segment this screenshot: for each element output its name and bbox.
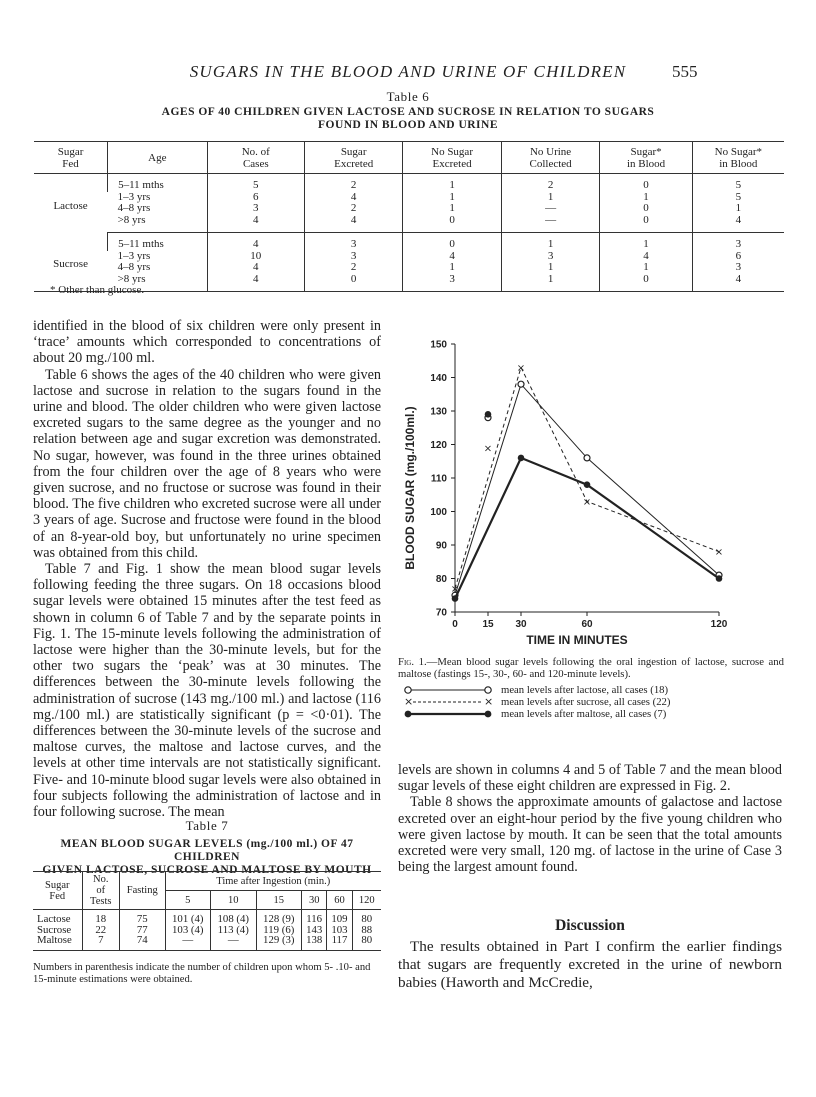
legend-entry-maltose [398,708,784,720]
legend-label-lactose: mean levels after lactose, all cases (18) [501,684,669,696]
t6-h-cases-l1: No. of [241,146,270,158]
t6-cell: 3 [207,203,304,215]
t7-cell: — [165,935,211,950]
t7-h-time-group: Time after Ingestion (min.) [165,872,381,891]
t7-cell: 128 (9) [256,910,302,925]
table-row [34,262,784,274]
paragraph: The results obtained in Part I confirm the earlier findings that sugars are frequently excreted in the urine of newborn babies (Haworth and McCredie, [398,938,782,991]
figure1-chart [396,318,756,648]
t7-h-time: 15 [256,891,302,910]
table6-title-line1: AGES OF 40 CHILDREN GIVEN LACTOSE AND SUCROSE IN RELATION TO SUGARS [161,106,655,118]
t6-cell: 4 [692,215,784,233]
t7-cell: Lactose [37,913,71,925]
t6-h-nourine-l2: Collected [529,158,572,170]
t6-h-sugar-l2: Fed [62,158,79,170]
t6-cell: 3 [403,274,501,292]
t6-h-excreted [304,142,402,174]
t6-cell: 3 [304,251,402,263]
table6-title [0,106,816,132]
figure1-caption-lead: Fig. 1. [398,656,427,668]
t6-cell: 3 [304,233,402,251]
svg-text:×: × [404,696,414,708]
t7-cell: 74 [119,935,165,950]
table-row [34,215,784,233]
t7-cell: 116 [302,910,327,925]
data-point [584,455,590,461]
t6-h-noexcreted-l2: Excreted [432,158,472,170]
t7-cell: 101 (4) [165,910,211,925]
t6-cell: 2 [304,262,402,274]
figure1-caption-text: —Mean blood sugar levels following the oral ingestion of lactose, sucrose and maltose (fastings 15-, 30-, 60- and 120-minute levels). [398,656,784,680]
x-tick-label: 0 [452,619,458,630]
t6-h-sugar-l1: Sugar [57,146,84,158]
discussion-heading: Discussion [555,917,625,934]
t7-cell: 143 [302,925,327,936]
left-column-text [33,318,381,820]
legend-symbol-sucrose [398,696,498,708]
t6-cell: 1 [403,203,501,215]
data-point: × [714,547,724,559]
legend-symbol-lactose [398,684,498,696]
t6-cell: 0 [600,274,692,292]
t6-cell: 4 [207,233,304,251]
t6-h-inblood-l2: in Blood [626,158,666,170]
data-point-15min: × [483,443,493,455]
paragraph: Table 8 shows the approximate amounts of galactose and lactose excreted over an eight-hour period by the five young children who were given lactose by mouth. It can be seen that the total amounts excreted were very small, 120 mg. of lactose in the urine of Case 3 being the largest amount found. [398,794,782,876]
t6-group-sugar: Lactose [53,199,88,212]
discussion-text [398,938,782,992]
t6-cell: 5–11 mths [108,233,208,251]
t6-cell: 4–8 yrs [117,202,151,214]
y-tick-label: 140 [430,373,447,384]
t7-h-sugar [33,872,82,910]
t6-cell: 6 [692,251,784,263]
t7-h-time: 30 [302,891,327,910]
t7-h-time: 120 [352,891,381,910]
t6-h-nourine-l1: No Urine [529,146,572,158]
t6-h-noinblood-l2: in Blood [719,158,758,170]
t6-cell: 1 [692,203,784,215]
data-point [452,595,459,602]
t6-cell: 1 [501,192,600,204]
t6-cell: 5 [207,174,304,192]
legend-entry-sucrose [398,696,784,708]
t6-h-noinblood [692,142,784,174]
legend-entry-lactose [398,684,784,696]
data-point [584,481,591,488]
t6-cell: 4 [207,215,304,233]
t6-cell: 4 [207,274,304,292]
t6-h-nourine [501,142,600,174]
legend-label-maltose: mean levels after maltose, all cases (7) [501,708,667,720]
t6-cell: 6 [207,192,304,204]
t6-cell: 10 [207,251,304,263]
page-number: 555 [672,62,698,81]
legend-label-sucrose: mean levels after sucrose, all cases (22) [501,696,671,708]
t7-cell: 18 [82,910,119,925]
series-line-2 [455,458,719,599]
table-row [34,274,784,292]
series-line-0 [455,384,719,595]
t7-cell: 108 (4) [211,910,257,925]
y-axis-label: BLOOD SUGAR (mg./100ml.) [403,406,417,570]
table6-footnote: * Other than glucose. [50,284,145,296]
x-tick-label: 60 [581,619,593,630]
t6-cell: 1–3 yrs [117,249,151,262]
running-head [0,62,816,82]
t6-cell: 5 [692,174,784,192]
y-tick-label: 110 [430,473,447,485]
t7-cell: 109 [327,910,352,925]
table-row [34,174,784,192]
t6-cell: — [501,203,600,215]
t6-cell: 1 [403,262,501,274]
t6-cell: 0 [403,233,501,251]
table6 [34,141,784,292]
table6-title-line2: FOUND IN BLOOD AND URINE [317,119,499,131]
t6-cell: 4 [692,274,784,292]
right-column-text [398,762,782,875]
t6-cell: 1 [501,274,600,292]
t7-cell: 103 (4) [165,925,211,936]
t6-cell: >8 yrs [108,274,208,292]
t7-cell: 113 (4) [211,925,257,936]
table7-title-line2: GIVEN LACTOSE, SUCROSE AND MALTOSE BY MOUTH [42,864,372,876]
t7-cell: 138 [302,935,327,950]
t6-h-excreted-l2: Excreted [334,158,374,170]
t6-cell: 0 [403,215,501,233]
x-tick-label: 30 [515,619,527,630]
t7-h-tests-l3: Tests [90,896,112,907]
y-tick-label: 120 [430,440,447,451]
data-point: × [450,584,460,596]
t6-cell: 5 [692,192,784,204]
legend-symbol-maltose [398,708,498,720]
data-point [716,575,723,582]
table7-caption: Table 7 [185,818,229,833]
paragraph: Table 7 and Fig. 1 show the mean blood sugar levels following feeding the three sugars. On 18 occasions blood sugar levels were obtained 15 minutes after the test feed as shown in column 6 of Table 7 and by the separate points in Fig. 1. The 15-minute levels following the administration of lactose were higher than the 30-minute levels, but for the other two sugars the ‘peak’ was at 30 minutes. The differences between the 30-minute levels following the administration of sucrose (143 mg./100 ml.) and lactose (116 mg./100 ml.) are statistically significant (p = <0·01). The differences between the 30-minute levels of the sucrose and maltose curves, the maltose and lactose curves, and the levels at other time intervals are not statistically significant. Five- and 10-minute blood sugar levels were also obtained in four subjects following the administration of lactose and in four following sucrose. The mean [33,561,381,821]
running-title: SUGARS IN THE BLOOD AND URINE OF CHILDREN [189,62,627,81]
data-point [518,381,524,387]
table-row [34,203,784,215]
t6-cell: 5–11 mths [108,174,208,192]
t6-cell: 1 [600,262,692,274]
t7-cell: 88 [352,925,381,936]
data-point [518,455,525,462]
t7-h-tests [82,872,119,910]
series-line-1 [455,367,719,588]
table7-footnote: Numbers in parenthesis indicate the number of children upon whom 5- .10- and 15-minute estimations were obtained. [33,962,371,985]
t6-cell: >8 yrs [108,215,208,233]
t6-h-age: Age [108,142,208,174]
t6-cell: 4–8 yrs [117,261,151,273]
t6-cell: 0 [600,203,692,215]
t6-group-sugar: Sucrose [34,233,108,292]
t6-cell: 4 [207,262,304,274]
x-tick-label: 120 [710,619,728,630]
t6-cell: 1 [403,174,501,192]
chart-series [451,363,723,602]
t7-cell: Maltose [33,935,82,950]
table-row [33,910,381,925]
data-point: × [582,496,592,508]
t7-cell: 80 [352,910,381,925]
t6-cell: 2 [304,203,402,215]
t6-cell: 1 [501,262,600,274]
t6-h-cases [207,142,304,174]
y-tick-label: 90 [435,540,447,552]
paragraph: identified in the blood of six children were only present in ‘trace’ amounts which corresponded to concentrations of about 20 mg./100 ml. [33,318,381,367]
table-row [33,935,381,950]
figure1-caption [398,656,784,680]
table-row [33,925,381,936]
t6-cell: — [501,215,600,233]
t7-h-time: 60 [327,891,352,910]
t6-h-cases-l2: Cases [242,158,269,170]
figure1-legend [398,684,784,720]
t7-h-fasting: Fasting [119,872,165,910]
t6-h-sugar [34,142,108,174]
t6-cell: 1 [403,192,501,204]
table7-title-line1: MEAN BLOOD SUGAR LEVELS (mg./100 ml.) OF 47 CHILDREN [60,838,354,863]
t7-cell: 80 [352,935,381,950]
paragraph: levels are shown in columns 4 and 5 of Table 7 and the mean blood sugar levels of these eight children are expressed in Fig. 2. [398,762,782,795]
data-point-15min [485,411,492,418]
t6-h-noinblood-l1: No Sugar* [714,146,763,158]
t7-cell: 119 (6) [256,925,302,936]
y-tick-label: 80 [435,574,447,585]
t7-cell: Sucrose [37,923,72,936]
t6-cell: 4 [600,251,692,263]
chart-axes [403,340,728,648]
table6-header-row [34,142,784,174]
t7-h-sugar-l2: Fed [49,890,66,902]
t6-h-inblood-l1: Sugar* [630,146,662,158]
t7-h-tests-l2: of [96,885,106,896]
paragraph: Table 6 shows the ages of the 40 children who were given lactose and sucrose in relation to the sugars found in the urine and blood. The older children who were given lactose excreted sugars to the same degree as the younger and no relation between age and sugar excretion was demonstrated. No sugar, however, was found in the three urines obtained from the four children over the age of 8 years who were given sucrose, and no fructose or sucrose was found in their blood. The five children who excreted sucrose were all under 3 years of age. Sucrose and fructose were found in the blood of an 8-year-old boy, but unfortunately no urine specimen was obtained from this child. [33,366,381,561]
data-point: × [516,362,526,374]
t6-cell: 1 [501,233,600,251]
t6-cell: 0 [600,215,692,233]
y-tick-label: 100 [430,507,447,518]
t6-cell: 4 [403,251,501,263]
y-tick-label: 130 [430,406,447,418]
y-tick-label: 150 [430,339,447,351]
t6-cell: 2 [304,174,402,192]
t7-cell: 103 [327,925,352,936]
t7-cell: — [211,935,257,950]
t7-cell: 117 [327,935,352,950]
t6-h-excreted-l1: Sugar [340,146,367,158]
x-tick-label: 15 [482,619,494,630]
t6-h-noexcreted [403,142,501,174]
t7-h-tests-l1: No. [93,874,109,885]
t6-cell: 4 [304,192,402,204]
t6-h-noexcreted-l1: No Sugar [431,146,473,158]
t6-h-inblood [600,142,692,174]
t7-cell: 77 [119,925,165,936]
t6-cell: 3 [501,251,600,263]
t7-h-sugar-l1: Sugar [45,879,70,891]
t7-h-time: 10 [211,891,257,910]
t7-cell: 7 [82,935,119,950]
table-row [34,233,784,251]
t7-cell: 22 [82,925,119,936]
t7-cell: 75 [119,910,165,925]
t6-cell: 2 [501,174,600,192]
t7-h-time: 5 [165,891,211,910]
table7 [33,871,381,951]
t6-cell: 3 [692,233,784,251]
table6-caption: Table 6 [386,89,430,104]
t6-cell: 1 [600,192,692,204]
t6-cell: 1–3 yrs [117,190,151,203]
t6-cell: 3 [692,262,784,274]
t6-cell: 1 [600,233,692,251]
t6-cell: 4 [304,215,402,233]
svg-text:×: × [484,696,494,708]
t7-cell: 129 (3) [256,935,302,950]
t6-cell: 0 [304,274,402,292]
x-axis-label: TIME IN MINUTES [526,633,628,647]
t6-cell: 0 [600,174,692,192]
table7-header-row [33,872,381,891]
y-tick-label: 70 [435,607,447,619]
